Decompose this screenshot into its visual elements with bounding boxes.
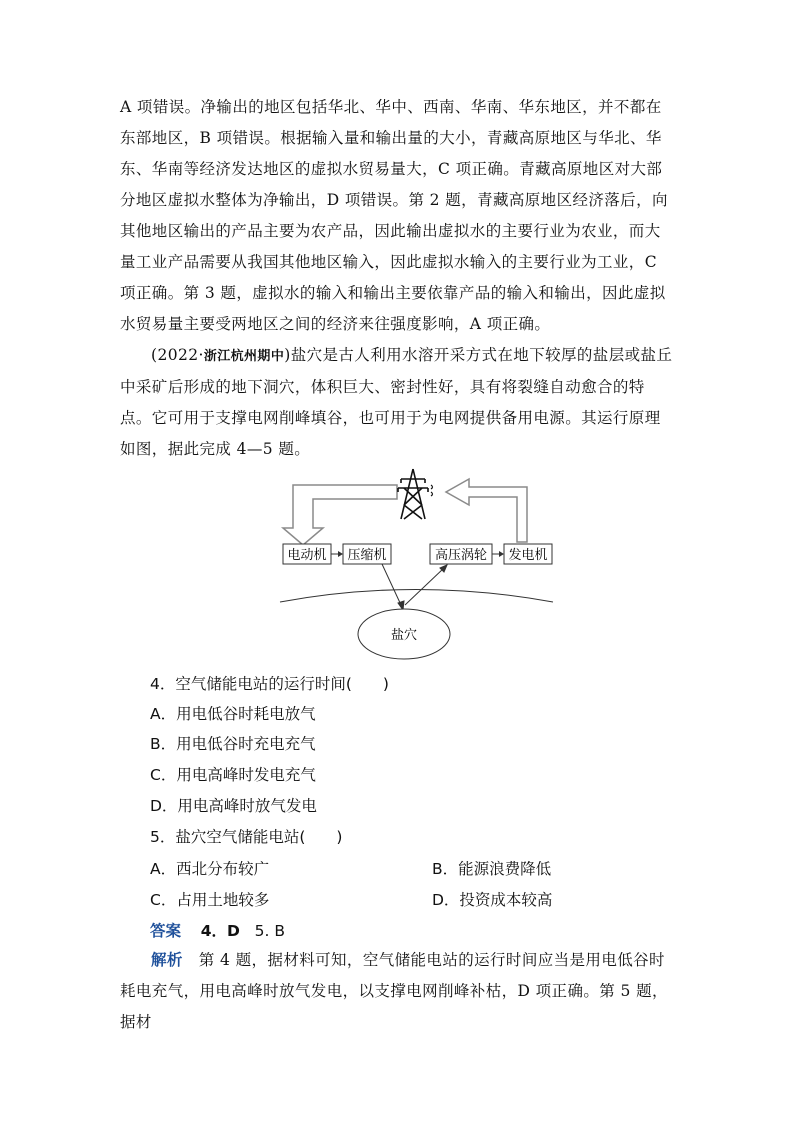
answer-q5: 5. B bbox=[254, 922, 286, 940]
left-flow-arrow bbox=[283, 485, 397, 545]
source-prefix: (2022· bbox=[151, 346, 204, 364]
box-turbine bbox=[430, 544, 492, 564]
source-suffix: ) bbox=[284, 346, 291, 364]
q5-stem: 5．盐穴空气储能电站( ) bbox=[150, 828, 343, 846]
box-compressor bbox=[343, 544, 391, 564]
intro-paragraph: A 项错误。净输出的地区包括华北、华中、西南、华南、华东地区，并不都在东部地区，B 项错误。根据输入量和输出量的大小，青藏高原地区与华北、华东、华南等经济发达地区的虚拟水贸易量大，C 项正确。青藏高原地区对大部分地区虚拟水整体为净输出，D 项错误。第 2 题，青藏高原地区经济落后，向其他地区输出的产品主要为农产品，因此输出虚拟水的主要行业为农业，而大量工业产品需要从我国其他地区输入，因此虚拟水输入的主要行业为工业，C 项正确。第 3 题，虚拟水的输入和输出主要依靠产品的输入和输出，因此虚拟水贸易量主要受两地区之间的经济来往强度影响，A 项正确。 bbox=[120, 98, 668, 333]
answer-line bbox=[150, 920, 285, 942]
material-text: 盐穴是古人利用水溶开采方式在地下较厚的盐层或盐丘中采矿后形成的地下洞穴，体积巨大、密封性好，具有将裂缝自动愈合的特点。它可用于支撑电网削峰填谷，也可用于为电网提供备用电源。其运行原理如图，据此完成 4—5 题。 bbox=[120, 346, 673, 458]
analysis-text: 第 4 题，据材料可知，空气储能电站的运行时间应当是用电低谷时耗电充气，用电高峰时放气发电，以支撑电网削峰补枯，D 项正确。第 5 题，据材 bbox=[120, 951, 668, 1031]
q5-option-d[interactable]: D．投资成本较高 bbox=[432, 891, 553, 909]
source-name: 浙江杭州期中 bbox=[203, 349, 285, 364]
box-generator-label: 发电机 bbox=[508, 548, 548, 563]
q5-option-c[interactable]: C．占用土地较多 bbox=[150, 891, 270, 909]
q4-option-d[interactable]: D．用电高峰时放气发电 bbox=[150, 797, 317, 815]
box-generator bbox=[504, 544, 552, 564]
right-flow-arrow bbox=[446, 479, 527, 542]
answer-q4: 4．D bbox=[200, 922, 240, 940]
box-motor-label: 电动机 bbox=[287, 548, 327, 563]
box-compressor-label: 压缩机 bbox=[347, 548, 387, 563]
box-motor bbox=[283, 544, 331, 564]
q4-stem: 4．空气储能电站的运行时间( ) bbox=[150, 675, 389, 693]
ground-line bbox=[280, 590, 553, 603]
q4-option-a[interactable]: A．用电低谷时耗电放气 bbox=[150, 705, 316, 723]
box-turbine-label: 高压涡轮 bbox=[434, 548, 488, 563]
analysis-paragraph bbox=[120, 944, 676, 1038]
q4-option-b[interactable]: B．用电低谷时充电充气 bbox=[150, 735, 316, 753]
q5-option-a[interactable]: A．西北分布较广 bbox=[150, 860, 270, 878]
material-paragraph bbox=[120, 340, 676, 465]
analysis-label: 解析 bbox=[151, 950, 183, 969]
salt-cave-diagram bbox=[270, 465, 560, 665]
q5-option-b[interactable]: B．能源浪费降低 bbox=[432, 860, 552, 878]
salt-cave bbox=[358, 609, 450, 659]
salt-cave-label: 盐穴 bbox=[390, 628, 418, 643]
answer-label: 答案 bbox=[150, 922, 182, 940]
power-tower-icon bbox=[398, 469, 433, 519]
q4-option-c[interactable]: C．用电高峰时发电充气 bbox=[150, 766, 316, 784]
air-flow-lines bbox=[382, 564, 447, 610]
